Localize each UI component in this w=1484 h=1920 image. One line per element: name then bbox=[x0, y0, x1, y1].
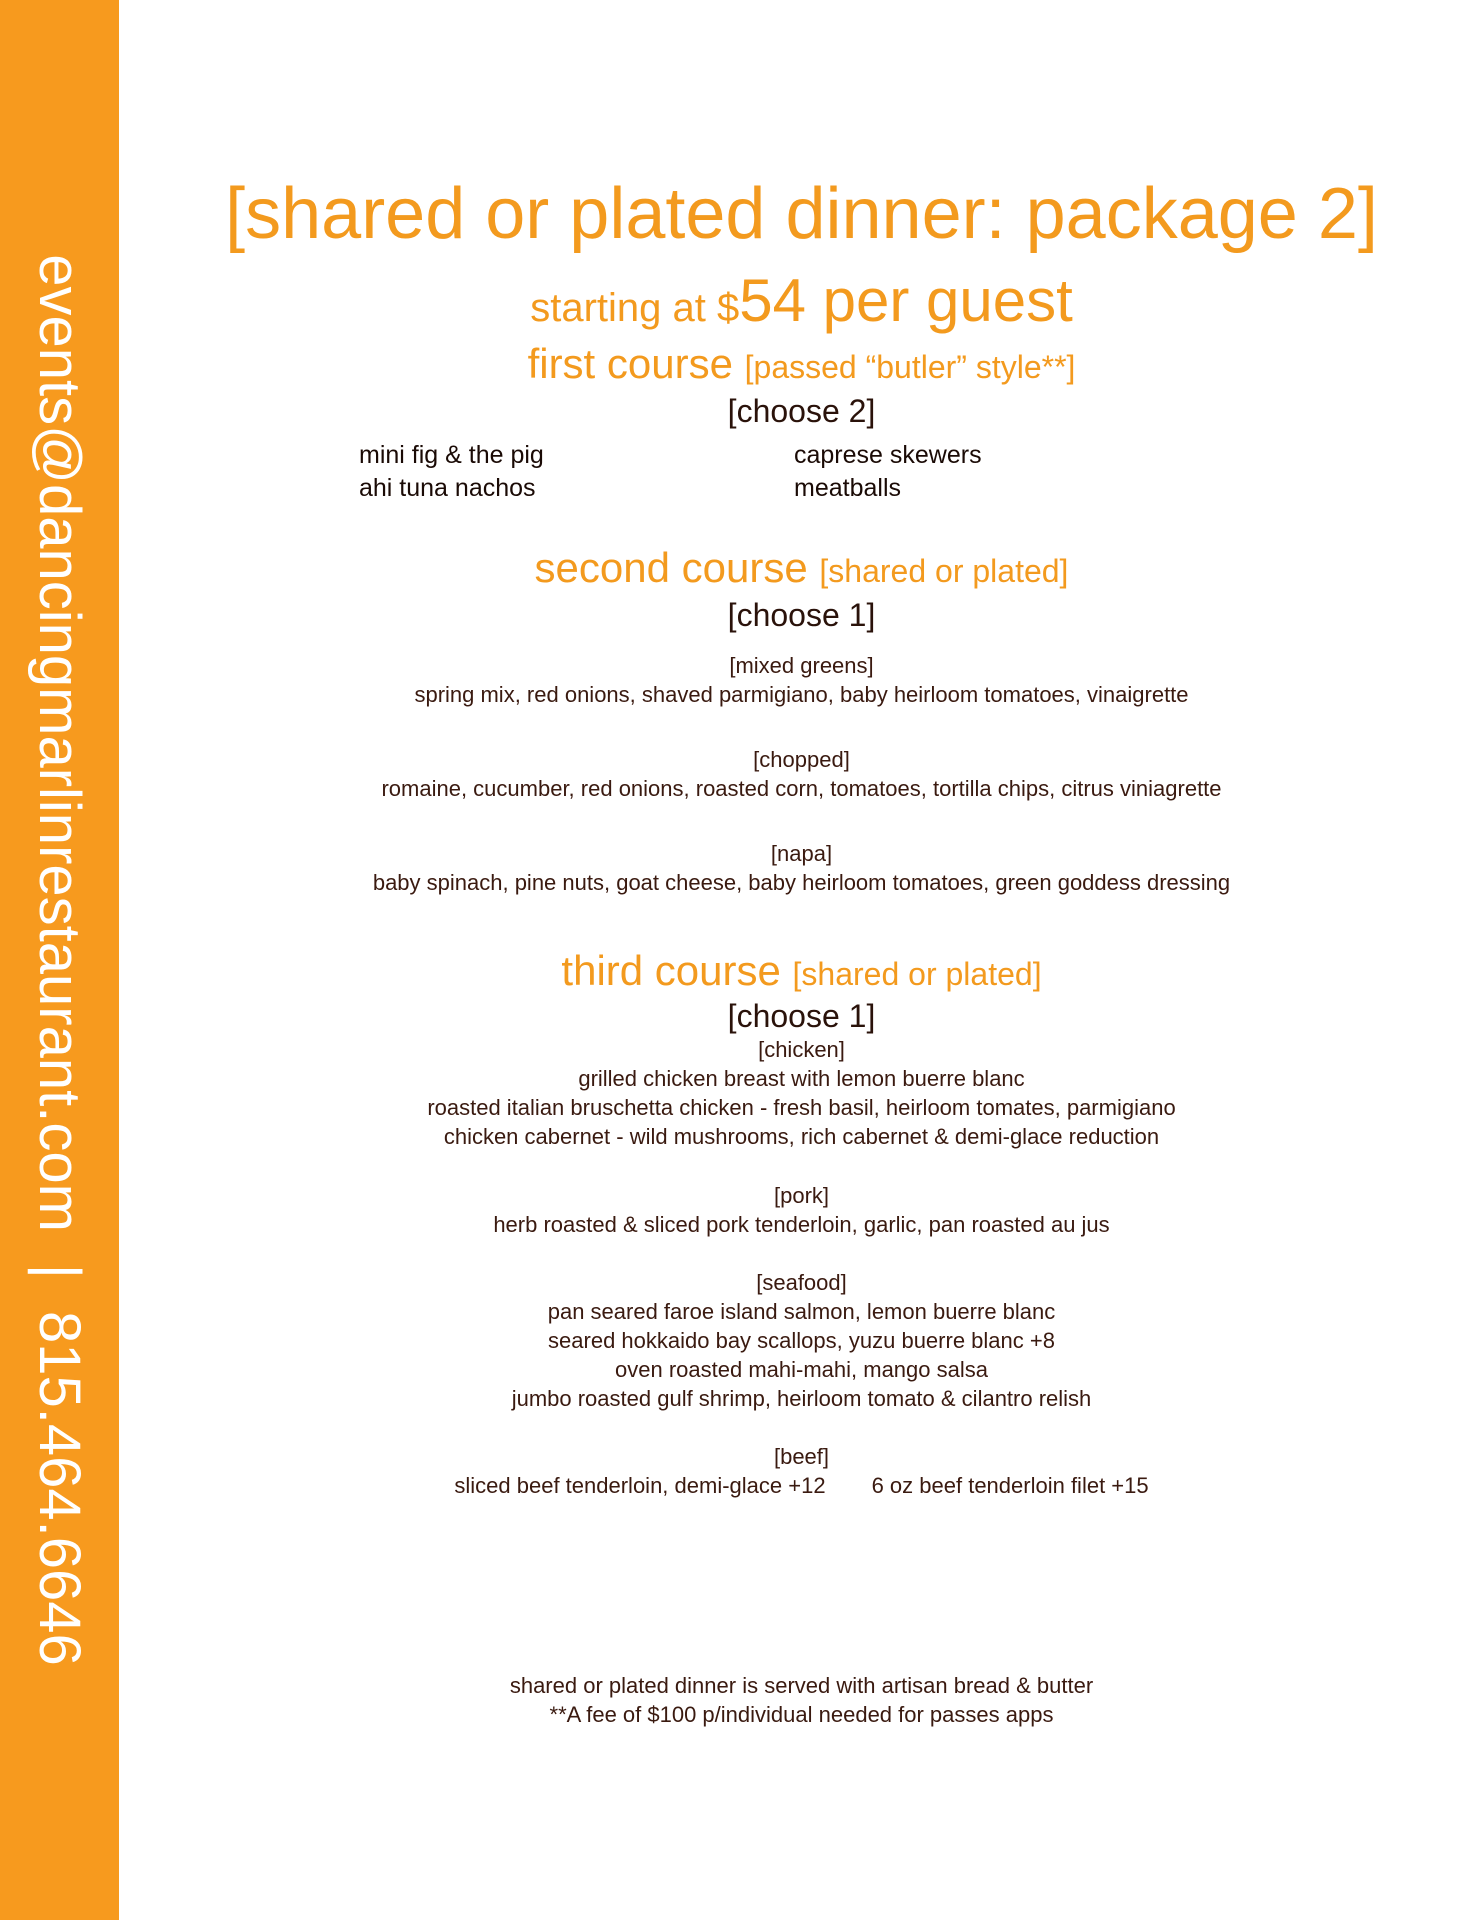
third-course-choose: [choose 1] bbox=[727, 998, 876, 1034]
entree-group-beef bbox=[119, 1442, 1484, 1500]
first-course-style: [passed “butler” style**] bbox=[744, 349, 1076, 385]
list-item: roasted italian bruschetta chicken - fresh basil, heirloom tomates, parmigiano bbox=[427, 1095, 1176, 1120]
email-link[interactable]: events@dancingmarlinrestaurant.com bbox=[27, 254, 92, 1232]
option-desc: romaine, cucumber, red onions, roasted corn, tomatoes, tortilla chips, citrus viniagrette bbox=[381, 776, 1222, 801]
footer-line: **A fee of $100 p/individual needed for passes apps bbox=[549, 1702, 1054, 1727]
list-item: mini fig & the pig bbox=[359, 441, 544, 469]
list-item: oven roasted mahi-mahi, mango salsa bbox=[615, 1357, 988, 1382]
group-name: [chicken] bbox=[758, 1037, 845, 1062]
list-item: grilled chicken breast with lemon buerre blanc bbox=[578, 1066, 1025, 1091]
beef-items-row bbox=[119, 1471, 1484, 1500]
list-item: meatballs bbox=[794, 474, 901, 502]
list-item: 6 oz beef tenderloin filet +15 bbox=[871, 1473, 1149, 1498]
salad-option-napa bbox=[119, 839, 1484, 897]
page-title: [shared or plated dinner: package 2] bbox=[225, 174, 1378, 254]
entree-group-seafood bbox=[119, 1268, 1484, 1413]
third-course-style: [shared or plated] bbox=[792, 956, 1042, 992]
second-course-style: [shared or plated] bbox=[819, 553, 1069, 589]
option-name: [mixed greens] bbox=[729, 653, 874, 678]
list-item: herb roasted & sliced pork tenderloin, garlic, pan roasted au jus bbox=[493, 1212, 1110, 1237]
price-amount: 54 per guest bbox=[739, 267, 1073, 334]
salad-option-mixed-greens bbox=[119, 651, 1484, 709]
list-item: caprese skewers bbox=[794, 441, 982, 469]
entree-group-pork bbox=[119, 1181, 1484, 1239]
contact-info bbox=[27, 254, 92, 1666]
list-item: ahi tuna nachos bbox=[359, 474, 536, 502]
salad-option-chopped bbox=[119, 745, 1484, 803]
first-course-title: first course bbox=[527, 340, 733, 387]
group-name: [seafood] bbox=[756, 1270, 847, 1295]
list-item: seared hokkaido bay scallops, yuzu buerre blanc +8 bbox=[548, 1328, 1055, 1353]
list-item: chicken cabernet - wild mushrooms, rich cabernet & demi-glace reduction bbox=[443, 1124, 1160, 1149]
option-name: [napa] bbox=[770, 841, 833, 866]
group-name: [beef] bbox=[773, 1444, 830, 1469]
contact-sidebar bbox=[0, 0, 119, 1920]
entree-group-chicken bbox=[119, 1035, 1484, 1151]
group-name: [pork] bbox=[773, 1183, 830, 1208]
third-course-title: third course bbox=[561, 947, 781, 994]
list-item: sliced beef tenderloin, demi-glace +12 bbox=[454, 1473, 826, 1498]
first-course-right-list bbox=[794, 439, 982, 505]
option-name: [chopped] bbox=[753, 747, 850, 772]
third-course-heading bbox=[119, 947, 1484, 994]
list-item: jumbo roasted gulf shrimp, heirloom tomato & cilantro relish bbox=[511, 1386, 1092, 1411]
first-course-left-list bbox=[359, 439, 544, 505]
second-course-heading bbox=[119, 544, 1484, 591]
first-course-heading bbox=[119, 340, 1484, 387]
footer-line: shared or plated dinner is served with artisan bread & butter bbox=[509, 1673, 1094, 1698]
footer-notes bbox=[119, 1671, 1484, 1729]
price-line bbox=[119, 266, 1484, 335]
second-course-choose: [choose 1] bbox=[727, 597, 876, 633]
contact-separator: | bbox=[27, 1263, 92, 1279]
price-prefix: starting at $ bbox=[530, 286, 740, 330]
list-item: pan seared faroe island salmon, lemon buerre blanc bbox=[547, 1299, 1056, 1324]
option-desc: baby spinach, pine nuts, goat cheese, baby heirloom tomatoes, green goddess dressing bbox=[372, 870, 1231, 895]
option-desc: spring mix, red onions, shaved parmigiano, baby heirloom tomatoes, vinaigrette bbox=[414, 682, 1189, 707]
phone-link[interactable]: 815.464.6646 bbox=[27, 1310, 92, 1666]
second-course-title: second course bbox=[534, 544, 808, 591]
first-course-choose: [choose 2] bbox=[727, 393, 876, 429]
